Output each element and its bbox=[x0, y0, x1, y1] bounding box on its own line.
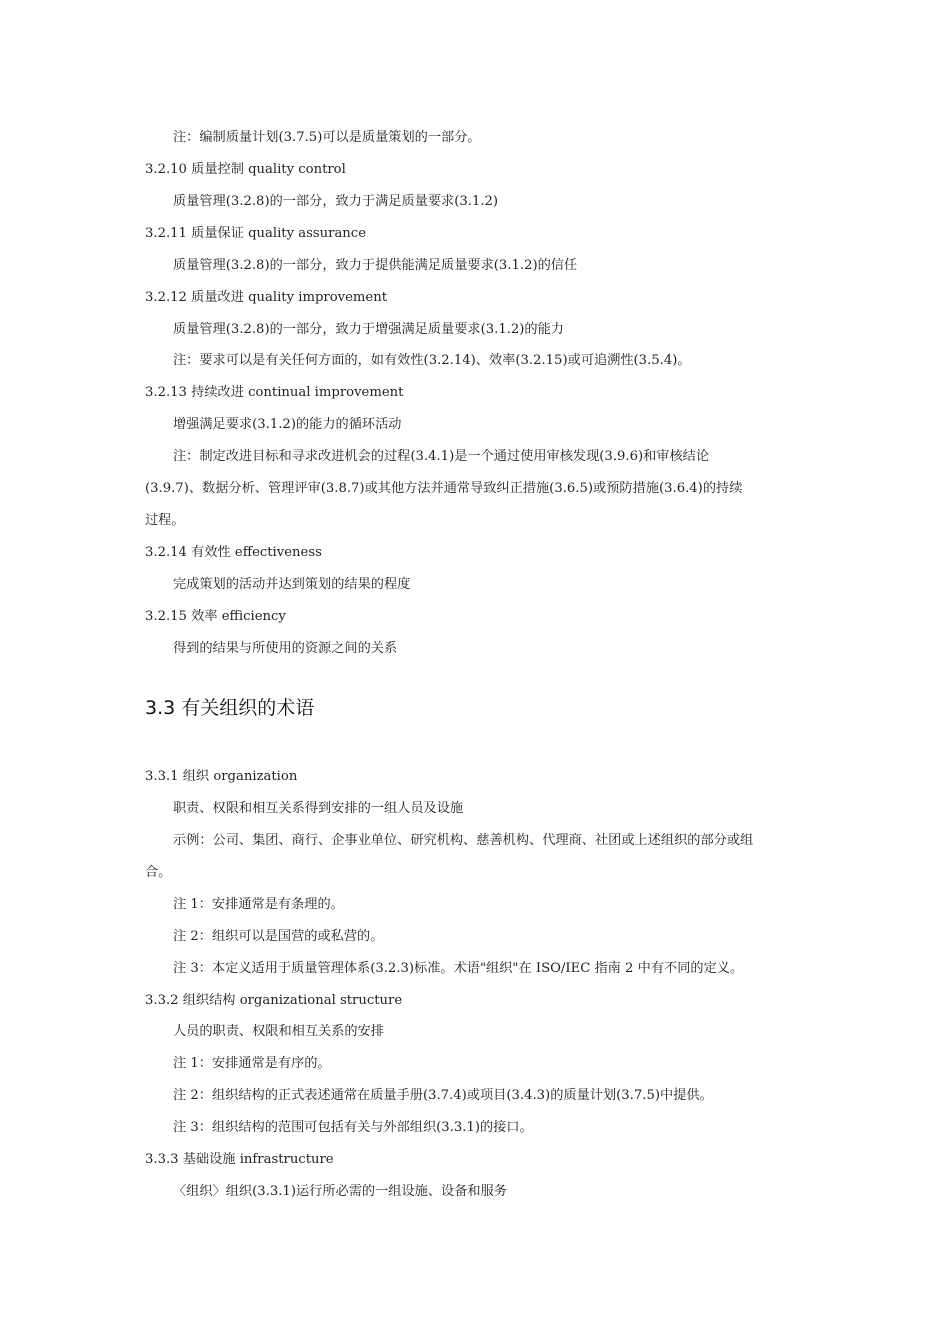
term-definition-3-2-14: 完成策划的活动并达到策划的结果的程度 bbox=[173, 577, 411, 592]
term-heading-3-2-12: 3.2.12 质量改进 quality improvement bbox=[145, 290, 388, 305]
note-3-3-3-2: 注 3：组织结构的范围可包括有关与外部组织(3.3.1)的接口。 bbox=[173, 1120, 533, 1135]
note-2-3-3-2: 注 2：组织结构的正式表述通常在质量手册(3.7.4)或项目(3.4.3)的质量计划(3.7.5)中提供。 bbox=[173, 1088, 713, 1103]
term-definition-3-3-3: 〈组织〉组织(3.3.1)运行所必需的一组设施、设备和服务 bbox=[173, 1184, 507, 1199]
term-definition-3-2-13: 增强满足要求(3.1.2)的能力的循环活动 bbox=[173, 417, 402, 432]
note-3-2-13-line-3: 过程。 bbox=[145, 513, 185, 528]
term-heading-3-3-1: 3.3.1 组织 organization bbox=[145, 769, 298, 784]
term-definition-3-3-1: 职责、权限和相互关系得到安排的一组人员及设施 bbox=[173, 801, 464, 816]
note-1-3-3-1: 注 1：安排通常是有条理的。 bbox=[173, 897, 344, 912]
section-heading-3-3: 3.3 有关组织的术语 bbox=[145, 697, 315, 719]
note-3-2-12: 注：要求可以是有关任何方面的，如有效性(3.2.14)、效率(3.2.15)或可追溯性(3.5.4)。 bbox=[173, 353, 691, 368]
term-heading-3-3-2: 3.3.2 组织结构 organizational structure bbox=[145, 993, 403, 1008]
term-heading-3-2-14: 3.2.14 有效性 effectiveness bbox=[145, 545, 322, 560]
example-3-3-1-line-2: 合。 bbox=[145, 865, 172, 880]
note-1-3-3-2: 注 1：安排通常是有序的。 bbox=[173, 1056, 331, 1071]
term-definition-3-2-15: 得到的结果与所使用的资源之间的关系 bbox=[173, 641, 398, 656]
term-heading-3-2-10: 3.2.10 质量控制 quality control bbox=[145, 162, 346, 177]
term-heading-3-3-3: 3.3.3 基础设施 infrastructure bbox=[145, 1152, 334, 1167]
term-definition-3-2-12: 质量管理(3.2.8)的一部分，致力于增强满足质量要求(3.1.2)的能力 bbox=[173, 322, 564, 337]
term-heading-3-2-11: 3.2.11 质量保证 quality assurance bbox=[145, 226, 366, 241]
term-heading-3-2-15: 3.2.15 效率 efficiency bbox=[145, 609, 286, 624]
note-quality-plan: 注：编制质量计划(3.7.5)可以是质量策划的一部分。 bbox=[173, 130, 481, 145]
term-definition-3-2-11: 质量管理(3.2.8)的一部分，致力于提供能满足质量要求(3.1.2)的信任 bbox=[173, 258, 578, 273]
note-2-3-3-1: 注 2：组织可以是国营的或私营的。 bbox=[173, 929, 384, 944]
note-3-2-13-line-1: 注：制定改进目标和寻求改进机会的过程(3.4.1)是一个通过使用审核发现(3.9.6)和审核结论 bbox=[173, 449, 710, 464]
note-3-2-13-line-2: (3.9.7)、数据分析、管理评审(3.8.7)或其他方法并通常导致纠正措施(3.6.5)或预防措施(3.6.4)的持续 bbox=[145, 481, 743, 496]
example-3-3-1-line-1: 示例：公司、集团、商行、企事业单位、研究机构、慈善机构、代理商、社团或上述组织的部分或组 bbox=[173, 833, 754, 848]
term-heading-3-2-13: 3.2.13 持续改进 continual improvement bbox=[145, 385, 404, 400]
term-definition-3-2-10: 质量管理(3.2.8)的一部分，致力于满足质量要求(3.1.2) bbox=[173, 194, 499, 209]
note-3-3-3-1: 注 3：本定义适用于质量管理体系(3.2.3)标准。术语"组织"在 ISO/IEC 指南 2 中有不同的定义。 bbox=[173, 961, 744, 976]
term-definition-3-3-2: 人员的职责、权限和相互关系的安排 bbox=[173, 1024, 384, 1039]
